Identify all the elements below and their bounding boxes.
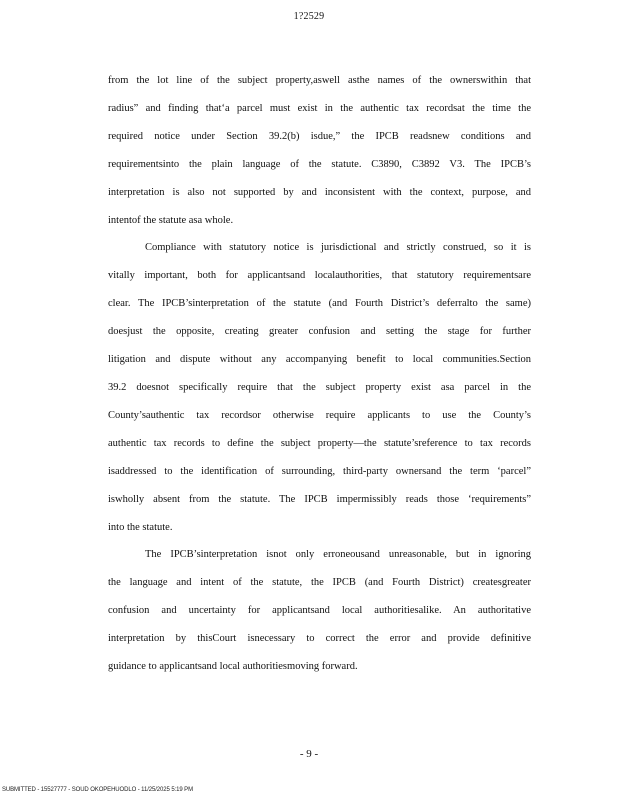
text-line: interpretation is also not supported by and inconsistent with the context, purpose, and <box>108 186 531 198</box>
text-line: The IPCB’sinterpretation isnot only erroneousand unreasonable, but in ignoring <box>145 549 531 561</box>
text-line: doesjust the opposite, creating greater confusion and setting the stage for further <box>108 326 531 338</box>
text-line: litigation and dispute without any accompanying benefit to local communities.Section <box>108 354 531 366</box>
paragraph <box>108 234 531 541</box>
paragraph <box>108 67 531 234</box>
text-line: requirementsinto the plain language of the statute. C3890, C3892 V3. The IPCB’s <box>108 158 531 170</box>
submission-stamp: SUBMITTED - 15527777 - SOUD OKOPEHUODLO - 11/25/2025 5:19 PM <box>2 787 193 793</box>
text-line: vitally important, both for applicantsand localauthorities, that statutory requirementsare <box>108 270 531 282</box>
page-number: - 9 - <box>299 748 319 760</box>
text-line: intentof the statute asa whole. <box>108 214 234 226</box>
text-line: isaddressed to the identification of surrounding, third-party ownersand the term ‘parcel” <box>108 465 531 477</box>
text-line: guidance to applicantsand local authoritiesmoving forward. <box>108 661 358 673</box>
text-line: 39.2 doesnot specifically require that the subject property exist asa parcel in the <box>108 381 531 393</box>
text-line: required notice under Section 39.2(b) isdue,” the IPCB readsnew conditions and <box>108 130 531 142</box>
text-line: iswholly absent from the statute. The IPCB impermissibly reads those ‘requirements” <box>108 493 531 505</box>
text-line: County’sauthentic tax recordsor otherwise require applicants to use the County’s <box>108 409 531 421</box>
text-line: from the lot line of the subject property,aswell asthe names of the ownerswithin that <box>108 75 531 86</box>
text-line: authentic tax records to define the subject property—the statute’sreference to tax records <box>108 437 531 449</box>
text-line: confusion and uncertainty for applicantsand local authoritiesalike. An authoritative <box>108 605 531 617</box>
text-line: the language and intent of the statute, the IPCB (and Fourth District) createsgreater <box>108 577 531 589</box>
text-line: interpretation by thisCourt isnecessary to correct the error and provide definitive <box>108 633 531 645</box>
text-line: radius” and finding that‘a parcel must exist in the authentic tax recordsat the time the <box>108 102 531 114</box>
text-line: into the statute. <box>108 521 173 533</box>
paragraph <box>108 541 531 681</box>
text-line: clear. The IPCB’sinterpretation of the statute (and Fourth District’s deferralto the same) <box>108 298 531 310</box>
text-line: Compliance with statutory notice is jurisdictional and strictly construed, so it is <box>145 242 531 254</box>
document-body <box>108 67 531 681</box>
document-id-header: 1?2529 <box>293 11 325 22</box>
